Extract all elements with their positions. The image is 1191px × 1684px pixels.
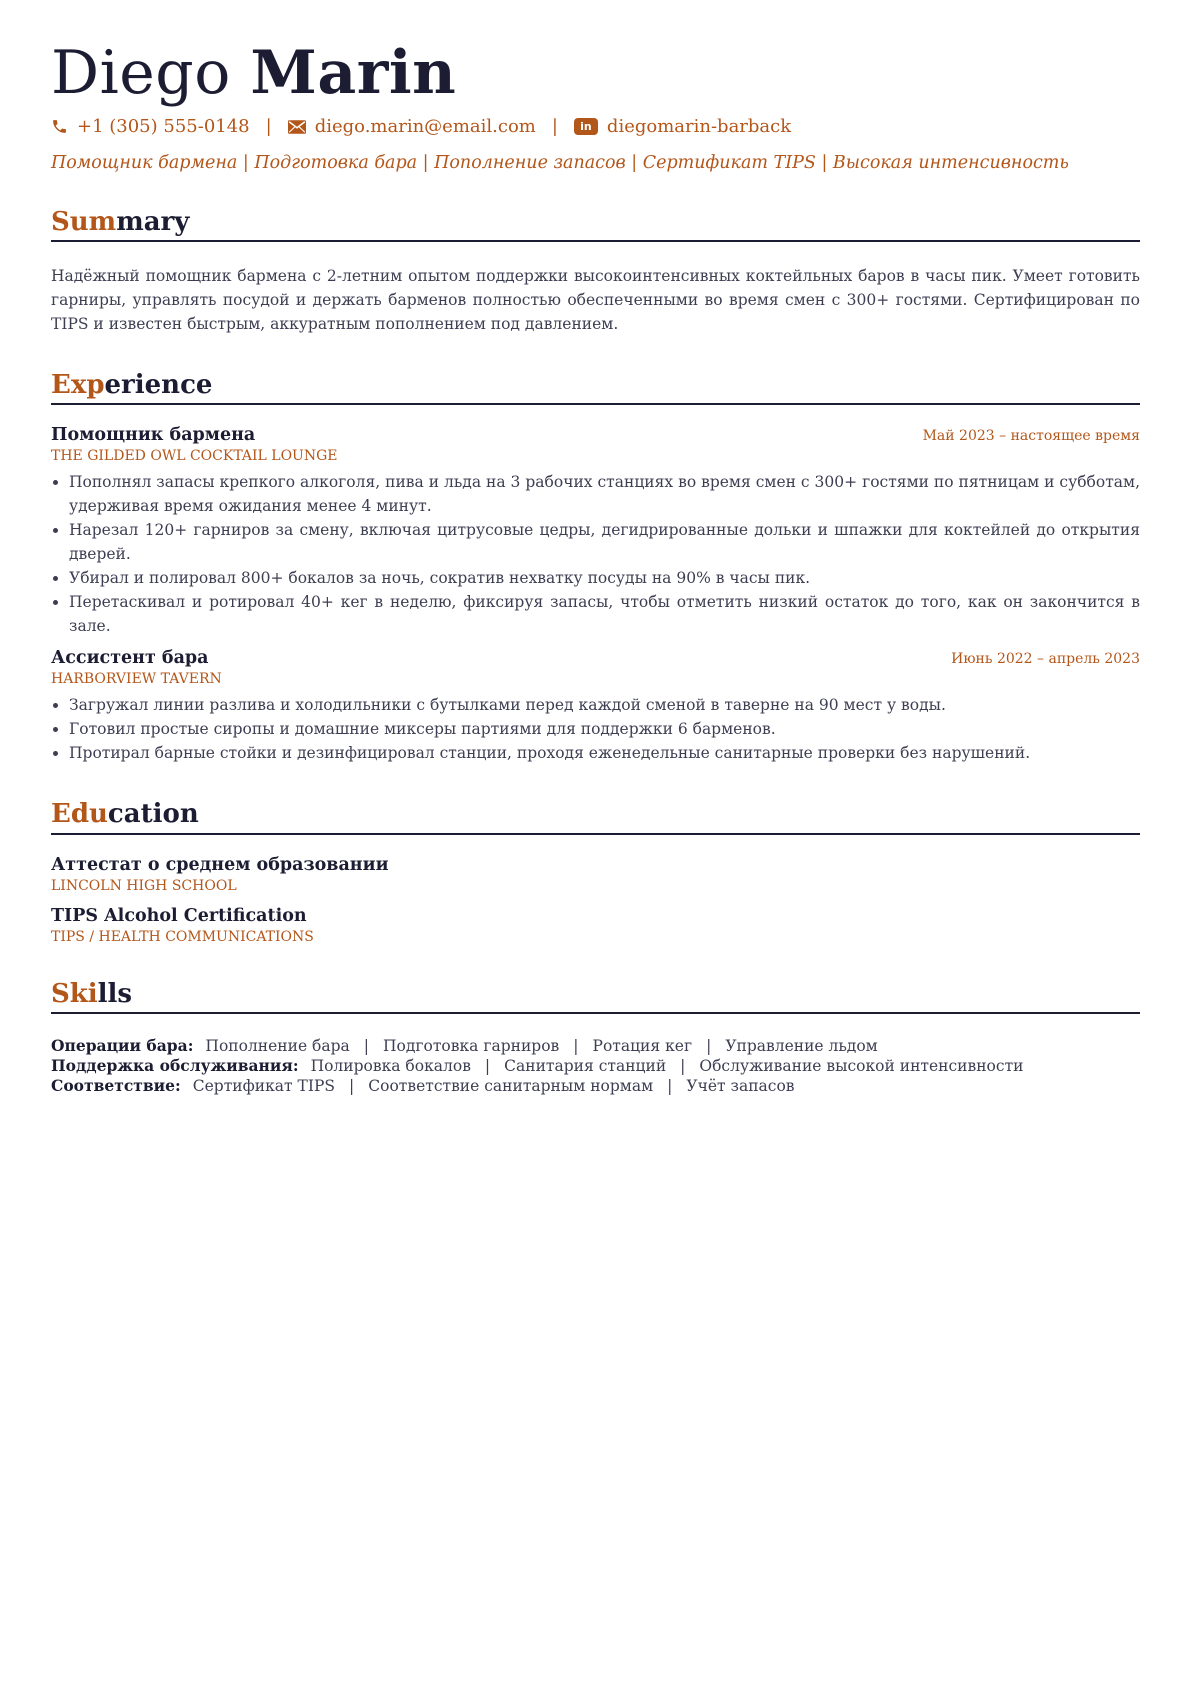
skill-category-label: Соответствие: bbox=[51, 1075, 181, 1095]
section-title-accent: Exp bbox=[51, 370, 105, 401]
skill-separator: | bbox=[573, 1036, 579, 1055]
skill-row bbox=[51, 1036, 1140, 1056]
envelope-icon bbox=[288, 120, 306, 134]
job-bullet: • Протирал барные стойки и дезинфицировал станции, проходя еженедельные санитарные проверки без нарушений. bbox=[69, 741, 1140, 765]
contact-separator: | bbox=[265, 116, 272, 137]
section-title-experience bbox=[51, 370, 1140, 405]
job-bullet: • Перетаскивал и ротировал 40+ кег в неделю, фиксируя запасы, чтобы отметить низкий остаток до того, как он закончится в зале. bbox=[69, 590, 1140, 638]
phone-text: +1 (305) 555-0148 bbox=[77, 116, 250, 137]
job-bullet: • Нарезал 120+ гарниров за смену, включая цитрусовые цедры, дегидрированные дольки и шпажки для коктейлей до открытия дверей. bbox=[69, 518, 1140, 566]
job-entry bbox=[51, 648, 1140, 765]
skill-row bbox=[51, 1056, 1140, 1076]
section-title-education bbox=[51, 799, 1140, 834]
last-name: Marin bbox=[250, 38, 457, 108]
section-title-rest: lls bbox=[97, 978, 133, 1009]
first-name: Diego bbox=[51, 38, 231, 108]
job-entry bbox=[51, 425, 1140, 638]
contact-email[interactable] bbox=[288, 116, 536, 137]
skill-item: Сертификат TIPS bbox=[192, 1076, 336, 1095]
section-title-summary bbox=[51, 207, 1140, 242]
skill-separator: | bbox=[363, 1036, 370, 1055]
job-bullet: • Загружал линии разлива и холодильники с бутылками перед каждой сменой в таверне на 90 мест у воды. bbox=[69, 693, 1140, 717]
job-company: HARBORVIEW TAVERN bbox=[51, 671, 222, 688]
education-title: Аттестат о среднем образовании bbox=[51, 854, 389, 875]
section-title-accent: Edu bbox=[51, 799, 108, 830]
skill-item: Пополнение бара bbox=[205, 1036, 350, 1055]
job-bullet: • Пополнял запасы крепкого алкоголя, пива и льда на 3 рабочих станциях во время смен с 300+ гостями по пятницам и субботам, удерживая время ожидания менее 4 минут. bbox=[69, 470, 1140, 518]
email-text: diego.marin@email.com bbox=[314, 116, 536, 137]
contact-linkedin[interactable] bbox=[574, 116, 791, 137]
job-title: Ассистент бара bbox=[51, 648, 209, 669]
job-bullet: • Убирал и полировал 800+ бокалов за ночь, сократив нехватку посуды на 90% в часы пик. bbox=[69, 566, 1140, 590]
education-section bbox=[51, 799, 1140, 944]
skill-separator: | bbox=[484, 1056, 491, 1075]
section-title-rest: mary bbox=[116, 207, 190, 237]
skill-separator: | bbox=[706, 1036, 712, 1055]
summary-section bbox=[51, 207, 1140, 336]
contact-bar bbox=[51, 116, 1140, 137]
section-title-skills bbox=[51, 979, 1140, 1014]
experience-section bbox=[51, 370, 1140, 765]
skill-row bbox=[51, 1076, 1140, 1096]
job-bullets bbox=[51, 693, 1140, 765]
skill-separator: | bbox=[680, 1056, 686, 1075]
skill-item: Подготовка гарниров bbox=[383, 1036, 560, 1055]
candidate-name bbox=[51, 40, 1140, 106]
linkedin-text: diegomarin-barback bbox=[606, 116, 792, 137]
section-title-rest: cation bbox=[107, 799, 199, 830]
job-company: THE GILDED OWL COCKTAIL LOUNGE bbox=[51, 448, 338, 465]
education-school: TIPS / HEALTH COMMUNICATIONS bbox=[51, 928, 314, 945]
skill-item: Ротация кег bbox=[592, 1036, 693, 1055]
skill-category-label: Поддержка обслуживания: bbox=[51, 1055, 299, 1075]
skill-item: Соответствие санитарным нормам bbox=[368, 1076, 654, 1095]
skill-item: Обслуживание высокой интенсивности bbox=[699, 1056, 1024, 1075]
skill-item: Санитария станций bbox=[504, 1056, 667, 1075]
skills-list bbox=[51, 1036, 1140, 1096]
job-header bbox=[51, 425, 1140, 445]
job-bullet: • Готовил простые сиропы и домашние миксеры партиями для поддержки 6 барменов. bbox=[69, 717, 1140, 741]
section-title-accent: Sum bbox=[51, 207, 117, 237]
education-school: LINCOLN HIGH SCHOOL bbox=[51, 877, 237, 894]
job-bullets bbox=[51, 470, 1140, 638]
skill-item: Управление льдом bbox=[725, 1036, 878, 1055]
job-date: Май 2023 – настоящее время bbox=[922, 428, 1140, 445]
skill-item: Учёт запасов bbox=[686, 1076, 795, 1095]
summary-text: Надёжный помощник бармена с 2-летним опытом поддержки высокоинтенсивных коктейльных баров в часы пик. Умеет готовить гарниры, управлять посудой и держать барменов полностью обеспеченными во время смен с 300+ гостями. Сертифицирован по TIPS и известен быстрым, аккуратным пополнением под давлением. bbox=[51, 267, 1140, 334]
skill-separator: | bbox=[349, 1076, 355, 1095]
linkedin-icon: in bbox=[574, 118, 598, 135]
education-title: TIPS Alcohol Certification bbox=[51, 905, 307, 926]
education-entry bbox=[51, 855, 1140, 894]
contact-phone[interactable] bbox=[51, 116, 250, 137]
skills-section bbox=[51, 979, 1140, 1096]
job-header bbox=[51, 648, 1140, 668]
resume-header bbox=[51, 40, 1140, 173]
job-date: Июнь 2022 – апрель 2023 bbox=[951, 651, 1140, 668]
section-title-accent: Ski bbox=[51, 978, 98, 1009]
section-title-rest: erience bbox=[104, 370, 213, 401]
job-title: Помощник бармена bbox=[51, 425, 256, 446]
education-entry bbox=[51, 906, 1140, 945]
skill-item: Полировка бокалов bbox=[310, 1056, 471, 1075]
contact-separator: | bbox=[551, 116, 558, 137]
skill-separator: | bbox=[667, 1076, 673, 1095]
headline-tagline: Помощник бармена | Подготовка бара | Пополнение запасов | Сертификат TIPS | Высокая интенсивность bbox=[51, 153, 1069, 173]
skill-category-label: Операции бара: bbox=[51, 1035, 194, 1055]
phone-icon bbox=[51, 118, 68, 135]
